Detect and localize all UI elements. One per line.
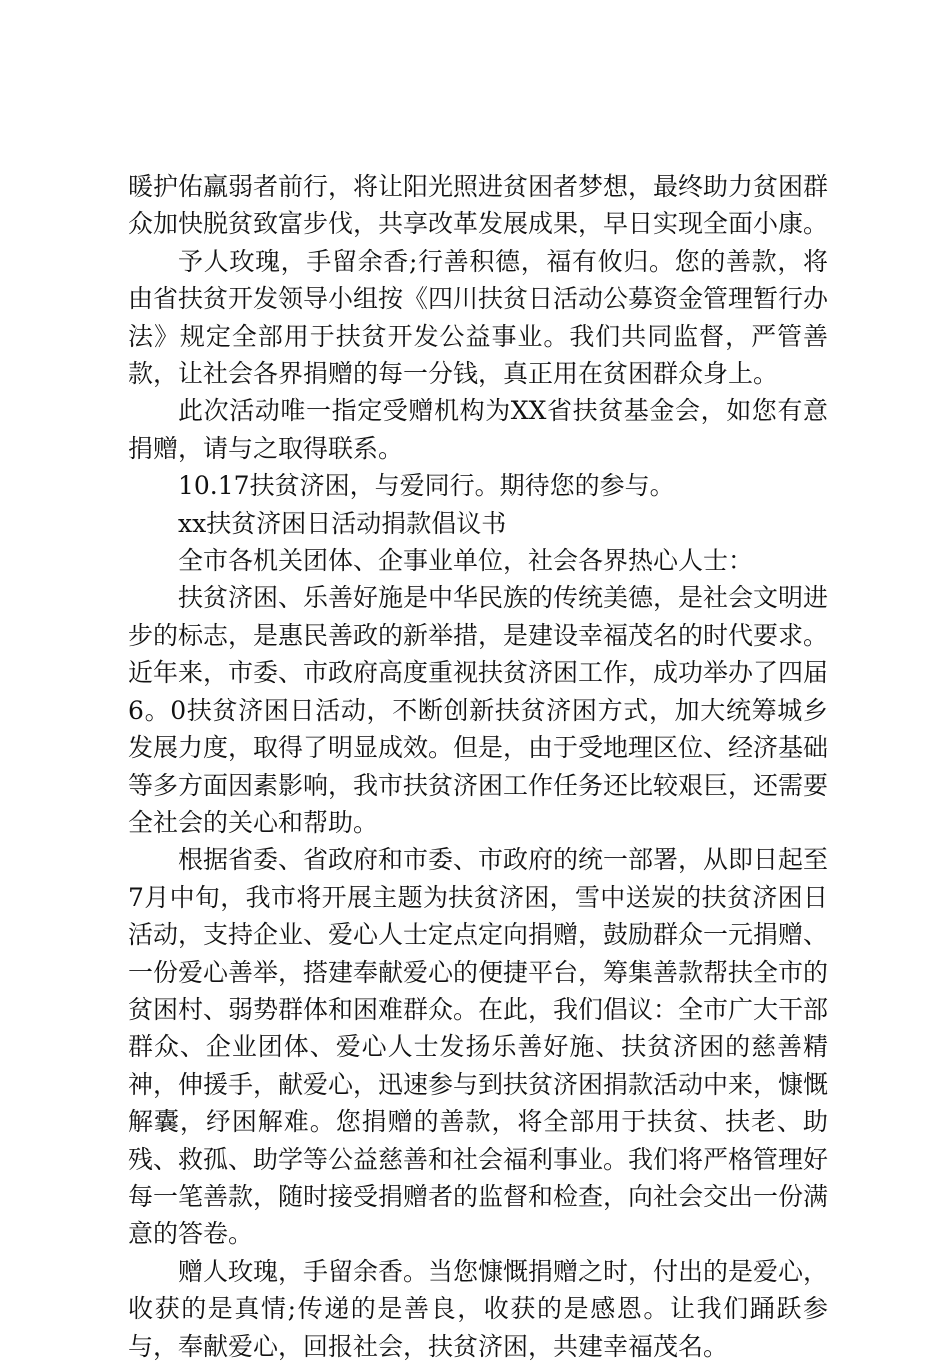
paragraph-designated-organization: 此次活动唯一指定受赠机构为XX省扶贫基金会，如您有意捐赠，请与之取得联系。 xyxy=(128,396,828,463)
paragraph-initiative: 根据省委、省政府和市委、市政府的统一部署，从即日起至7月中旬，我市将开展主题为扶贫济困，雪中送炭的扶贫济困日活动，支持企业、爱心人士定点定向捐赠，鼓励群众一元捐赠、一份爱心善举，搭建奉献爱心的便捷平台，筹集善款帮扶全市的贫困村、弱势群体和困难群众。在此，我们倡议：全市广大干部群众、企业团体、爱心人士发扬乐善好施、扶贫济困的慈善精神，伸援手，献爱心，迅速参与到扶贫济困捐款活动中来，慷慨解囊，纾困解难。您捐赠的善款，将全部用于扶贫、扶老、助残、救孤、助学等公益慈善和社会福利事业。我们将严格管理好每一笔善款，随时接受捐赠者的监督和检查，向社会交出一份满意的答卷。 xyxy=(128,845,829,1249)
paragraph-closing: 赠人玫瑰，手留余香。当您慷慨捐赠之时，付出的是爱心，收获的是真情;传递的是善良，收获的是感恩。让我们踊跃参与，奉献爱心，回报社会，扶贫济困，共建幸福茂名。 xyxy=(128,1256,829,1361)
document-subtitle: xx扶贫济困日活动捐款倡议书 xyxy=(178,508,507,538)
paragraph-background: 扶贫济困、乐善好施是中华民族的传统美德，是社会文明进步的标志，是惠民善政的新举措，是建设幸福茂名的时代要求。近年来，市委、市政府高度重视扶贫济困工作，成功举办了四届6。0扶贫济困日活动，不断创新扶贫济困方式，加大统筹城乡发展力度，取得了明显成效。但是，由于受地理区位、经济基础等多方面因素影响，我市扶贫济困工作任务还比较艰巨，还需要全社会的关心和帮助。 xyxy=(128,583,829,837)
document-body xyxy=(128,168,828,1365)
paragraph-continuation: 暖护佑羸弱者前行，将让阳光照进贫困者梦想，最终助力贫困群众加快脱贫致富步伐，共享改革发展成果，早日实现全面小康。 xyxy=(128,172,829,239)
paragraph-slogan: 10.17扶贫济困，与爱同行。期待您的参与。 xyxy=(178,471,675,501)
paragraph-fund-usage: 予人玫瑰，手留余香;行善积德，福有攸归。您的善款，将由省扶贫开发领导小组按《四川扶贫日活动公募资金管理暂行办法》规定全部用于扶贫开发公益事业。我们共同监督，严管善款，让社会各界捐赠的每一分钱，真正用在贫困群众身上。 xyxy=(128,246,829,389)
salutation: 全市各机关团体、企事业单位，社会各界热心人士： xyxy=(178,546,754,576)
